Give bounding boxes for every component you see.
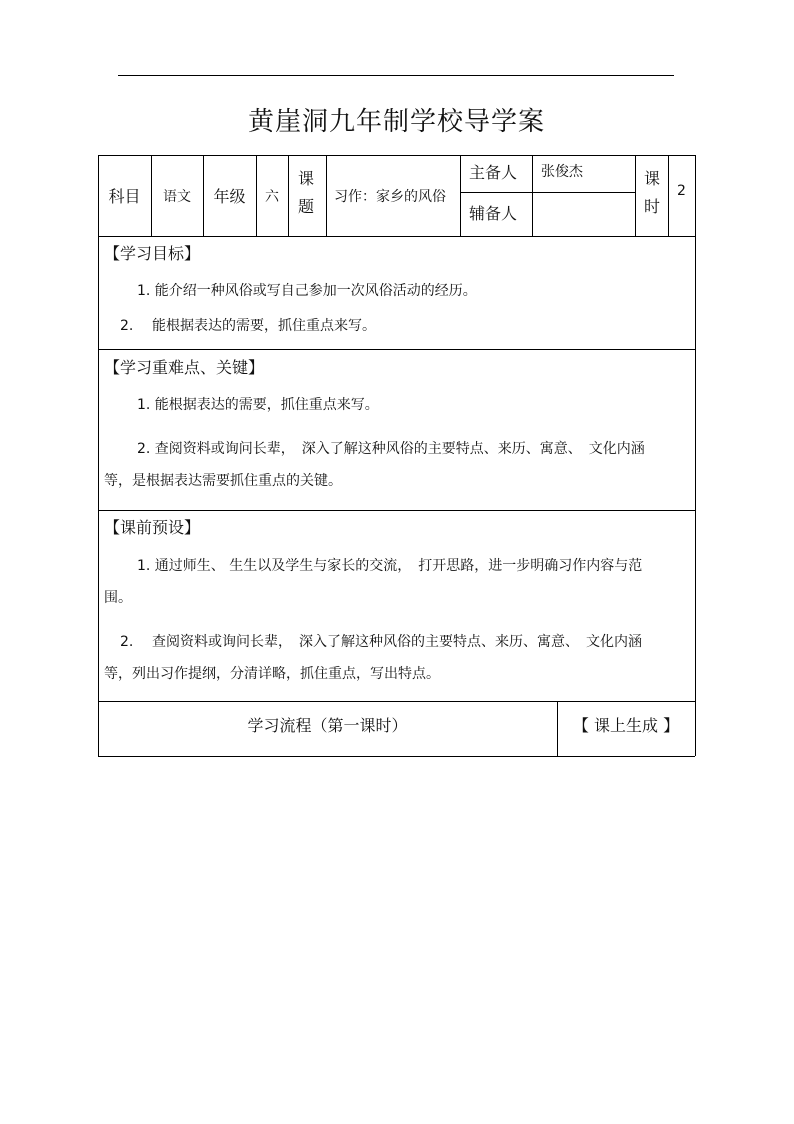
subject-value: 语文 — [163, 188, 191, 205]
table-border-left — [98, 155, 99, 756]
preview-line-1a: 1. 通过师生、 生生以及学生与家长的交流， 打开思路，进一步明确习作内容与范 — [137, 558, 643, 574]
col-divider — [460, 155, 461, 236]
keypoints-line-2a: 2. 查阅资料或询问长辈， 深入了解这种风俗的主要特点、来历、寓意、 文化内涵 — [137, 441, 645, 457]
grade-value: 六 — [265, 188, 279, 205]
grade-label: 年级 — [213, 187, 246, 206]
assistant-preparer-label: 辅备人 — [469, 204, 518, 223]
keypoints-line-1: 1. 能根据表达的需要，抓住重点来写。 — [137, 397, 379, 413]
preview-line-1b: 围。 — [104, 590, 132, 606]
topic-label-line2: 题 — [298, 197, 315, 216]
preview-line-2-number: 2. — [120, 634, 134, 650]
keypoints-section-bottom — [98, 510, 695, 511]
lead-preparer-value: 张俊杰 — [541, 164, 583, 180]
keypoints-heading: 【学习重难点、关键】 — [104, 358, 265, 377]
goals-section-bottom — [98, 349, 695, 350]
col-divider — [635, 155, 636, 236]
periods-value: 2 — [677, 183, 686, 199]
keypoints-line-2b: 等，是根据表达需要抓住重点的关键。 — [104, 473, 342, 489]
preview-line-2a: 查阅资料或询问长辈， 深入了解这种风俗的主要特点、来历、寓意、 文化内涵 — [152, 634, 642, 650]
topic-value: 习作：家乡的风俗 — [334, 188, 446, 205]
table-border-bottom — [98, 756, 695, 757]
lead-preparer-label: 主备人 — [469, 163, 518, 182]
learning-flow-label: 学习流程（第一课时） — [247, 715, 408, 735]
header-rule — [118, 75, 674, 76]
table-border-right — [695, 155, 696, 756]
goals-line-1: 1. 能介绍一种风俗或写自己参加一次风俗活动的经历。 — [137, 283, 477, 299]
goals-line-2-text: 能根据表达的需要，抓住重点来写。 — [152, 318, 376, 334]
preview-heading: 【课前预设】 — [104, 518, 201, 537]
document-title: 黄崖洞九年制学校导学案 — [247, 107, 545, 137]
goals-line-2-number: 2. — [120, 318, 134, 334]
col-divider — [288, 155, 289, 236]
preview-line-2b: 等，列出习作提纲，分清详略，抓住重点，写出特点。 — [104, 666, 440, 682]
header-row-bottom — [98, 236, 695, 237]
goals-heading: 【学习目标】 — [104, 244, 201, 263]
periods-label-line1: 课 — [644, 169, 661, 188]
preparer-divider — [460, 192, 635, 193]
subject-label: 科目 — [108, 187, 141, 206]
topic-label-line1: 课 — [298, 169, 315, 188]
col-divider — [532, 155, 533, 236]
in-class-generation-label: 【 课上生成 】 — [572, 715, 680, 735]
periods-label-line2: 时 — [644, 197, 661, 216]
